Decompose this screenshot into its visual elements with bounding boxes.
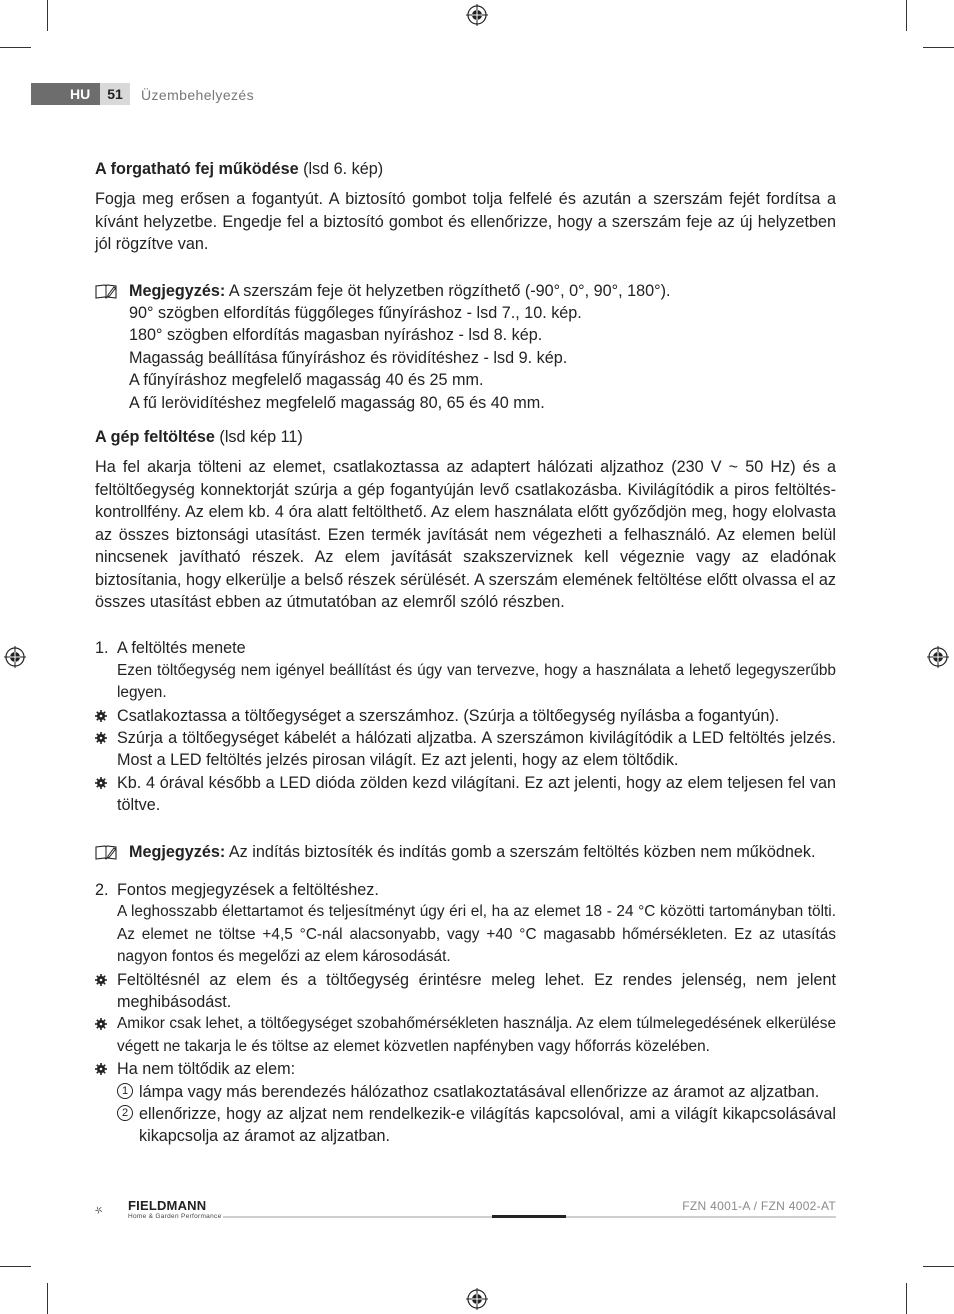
list-item: Ha nem töltődik az elem: [95, 1058, 836, 1080]
list-heading: Fontos megjegyzések a feltöltéshez. [117, 880, 379, 899]
crop-mark [923, 1266, 954, 1267]
list-item: Amikor csak lehet, a töltőegységet szobahőmérsékleten használja. Az elem túlmelegedésének elkerülése végett ne takarja le és töltse az elemet közvetlen napfényben vagy hőforrás közelében. [95, 1013, 836, 1058]
list-item-charging-notes [95, 879, 836, 969]
paragraph-rotating-head: Fogja meg erősen a fogantyút. A biztosító gombot tolja felfelé és azután a szerszám fejét fordítsa a kívánt helyzetbe. Engedje fel a biztosító gombot és ellenőrizze, hogy a szerszám feje az új helyzetben jól rögzítve van. [95, 190, 836, 254]
crop-mark [0, 47, 31, 48]
circled-number: 1 [117, 1083, 133, 1099]
sub-list-item: 2 ellenőrizze, hogy az aljzat nem rendelkezik-e világítás kapcsolóval, ami a világít kikapcsolásával kikapcsolja az áramot az aljzatban. [117, 1103, 836, 1148]
note-line: Magasság beállítása fűnyíráshoz és rövidítéshez - lsd 9. kép. [129, 348, 568, 367]
crop-mark [47, 0, 48, 31]
paragraph-charging: Ha fel akarja tölteni az elemet, csatlakoztassa az adaptert hálózati aljzathoz (230 V ~ 50 Hz) és a feltöltőegység konnektorját szúrja a gép fogantyúján levő csatlakozásba. Kivilágítódik a piros feltöltés-kontrollfény. Az elem kb. 4 óra alatt feltölthető. Az elem használata előtt győződjön meg, hogy elolvasta az összes biztonsági utasítást. Ezen termék javítását nem végezheti a felhasználó. Az elemen belül nincsenek javítható részek. Az elem javítását szakszerviznek kell végeznie vagy az eladónak biztosítania, hogy elkerülje a belső részek sérülését. A szerszám elemének feltöltése előtt olvassa el az összes utasítást ebben az útmutatóban az elemről szóló részben. [95, 458, 836, 611]
registration-mark-icon [466, 4, 488, 26]
bullet-gear-icon [95, 1063, 107, 1075]
registration-mark-icon [4, 646, 26, 668]
registration-mark-icon [466, 1288, 488, 1310]
crop-mark [906, 1283, 907, 1314]
fieldmann-logo-icon [95, 1195, 127, 1225]
list-description: Ezen töltőegység nem igényel beállítást és úgy van tervezve, hogy a használata a lehető legegyszerűbb legyen. [117, 661, 836, 702]
registration-mark-icon [927, 646, 949, 668]
bullet-gear-icon [95, 777, 107, 789]
list-item: Szúrja a töltőegységet kábelét a hálózati aljzatba. A szerszámon kivilágítódik a LED feltöltés jelzés. Most a LED feltöltés jelzés pirosan világít. Ez azt jelenti, hogy az elem töltődik. [95, 727, 836, 772]
bullet-gear-icon [95, 1018, 107, 1030]
note-head-positions: Megjegyzés: A szerszám feje öt helyzetben rögzíthető (-90°, 0°, 90°, 180°). 90° szögben elfordítás függőleges fűnyíráshoz - lsd 7., 10. kép. 180° szögben elfordítás magasban nyíráshoz - lsd 8. kép. Magasság beállítása fűnyíráshoz és rövidítéshez - lsd 9. kép. A fűnyíráshoz megfelelő magasság 40 és 25 mm. A fű lerövidítéshez megfelelő magasság 80, 65 és 40 mm. [95, 280, 836, 414]
bullet-gear-icon [95, 732, 107, 744]
book-note-icon [95, 283, 117, 299]
book-note-icon [95, 844, 117, 860]
crop-mark [923, 47, 954, 48]
footer-divider-accent [492, 1215, 566, 1218]
brand-tagline: Home & Garden Performance [128, 1213, 222, 1220]
model-number: FZN 4001-A / FZN 4002-AT [682, 1199, 836, 1213]
section-header: Üzembehelyezés [141, 87, 254, 103]
list-item: Csatlakoztassa a töltőegységet a szerszámhoz. (Szúrja a töltőegység nyílásba a fogantyún). [95, 705, 836, 727]
list-item-charging-process [95, 637, 836, 704]
crop-mark [47, 1283, 48, 1314]
note-label: Megjegyzés: [129, 281, 226, 300]
note-line: 180° szögben elfordítás magasban nyíráshoz - lsd 8. kép. [129, 326, 543, 345]
note-line: A fűnyíráshoz megfelelő magasság 40 és 25 mm. [129, 371, 484, 390]
list-number: 2. [95, 880, 109, 899]
bullet-gear-icon [95, 974, 107, 986]
section-title-charging: A gép feltöltése (lsd kép 11) [95, 428, 303, 447]
list-heading: A feltöltés menete [117, 639, 246, 658]
language-code: HU [70, 86, 91, 102]
list-item: Kb. 4 órával később a LED dióda zölden kezd világítani. Ez azt jelenti, hogy az elem teljesen fel van töltve. [95, 772, 836, 817]
crop-mark [906, 0, 907, 31]
page-content [95, 158, 836, 1148]
bullet-gear-icon [95, 710, 107, 722]
list-number: 1. [95, 639, 109, 658]
note-label: Megjegyzés: [129, 842, 226, 861]
note-line: 90° szögben elfordítás függőleges fűnyíráshoz - lsd 7., 10. kép. [129, 304, 582, 323]
brand-name: FIELDMANN [128, 1198, 207, 1213]
page-number: 51 [100, 83, 130, 105]
note-charging-safety: Megjegyzés: Az indítás biztosíték és indítás gomb a szerszám feltöltés közben nem működnek. [95, 841, 836, 863]
list-item: Feltöltésnél az elem és a töltőegység érintésre meleg lehet. Ez rendes jelenség, nem jelent meghibásodást. [95, 969, 836, 1014]
list-description: A leghosszabb élettartamot és teljesítményt úgy éri el, ha az elemet 18 - 24 °C közötti tartományban tölti. Az elemet ne töltse +4,5 °C-nál alacsonyabb, vagy +40 °C magasabb hőmérsékleten. Ez az utasítás nagyon fontos és megelőzi az elem károsodását. [117, 903, 836, 966]
circled-number: 2 [117, 1105, 133, 1121]
note-line: A fű lerövidítéshez megfelelő magasság 80, 65 és 40 mm. [129, 393, 545, 412]
sub-list-item: 1 lámpa vagy más berendezés hálózathoz csatlakoztatásával ellenőrizze az áramot az aljzatban. [117, 1081, 836, 1103]
crop-mark [0, 1266, 31, 1267]
section-title-rotating-head: A forgatható fej működése (lsd 6. kép) [95, 160, 384, 178]
